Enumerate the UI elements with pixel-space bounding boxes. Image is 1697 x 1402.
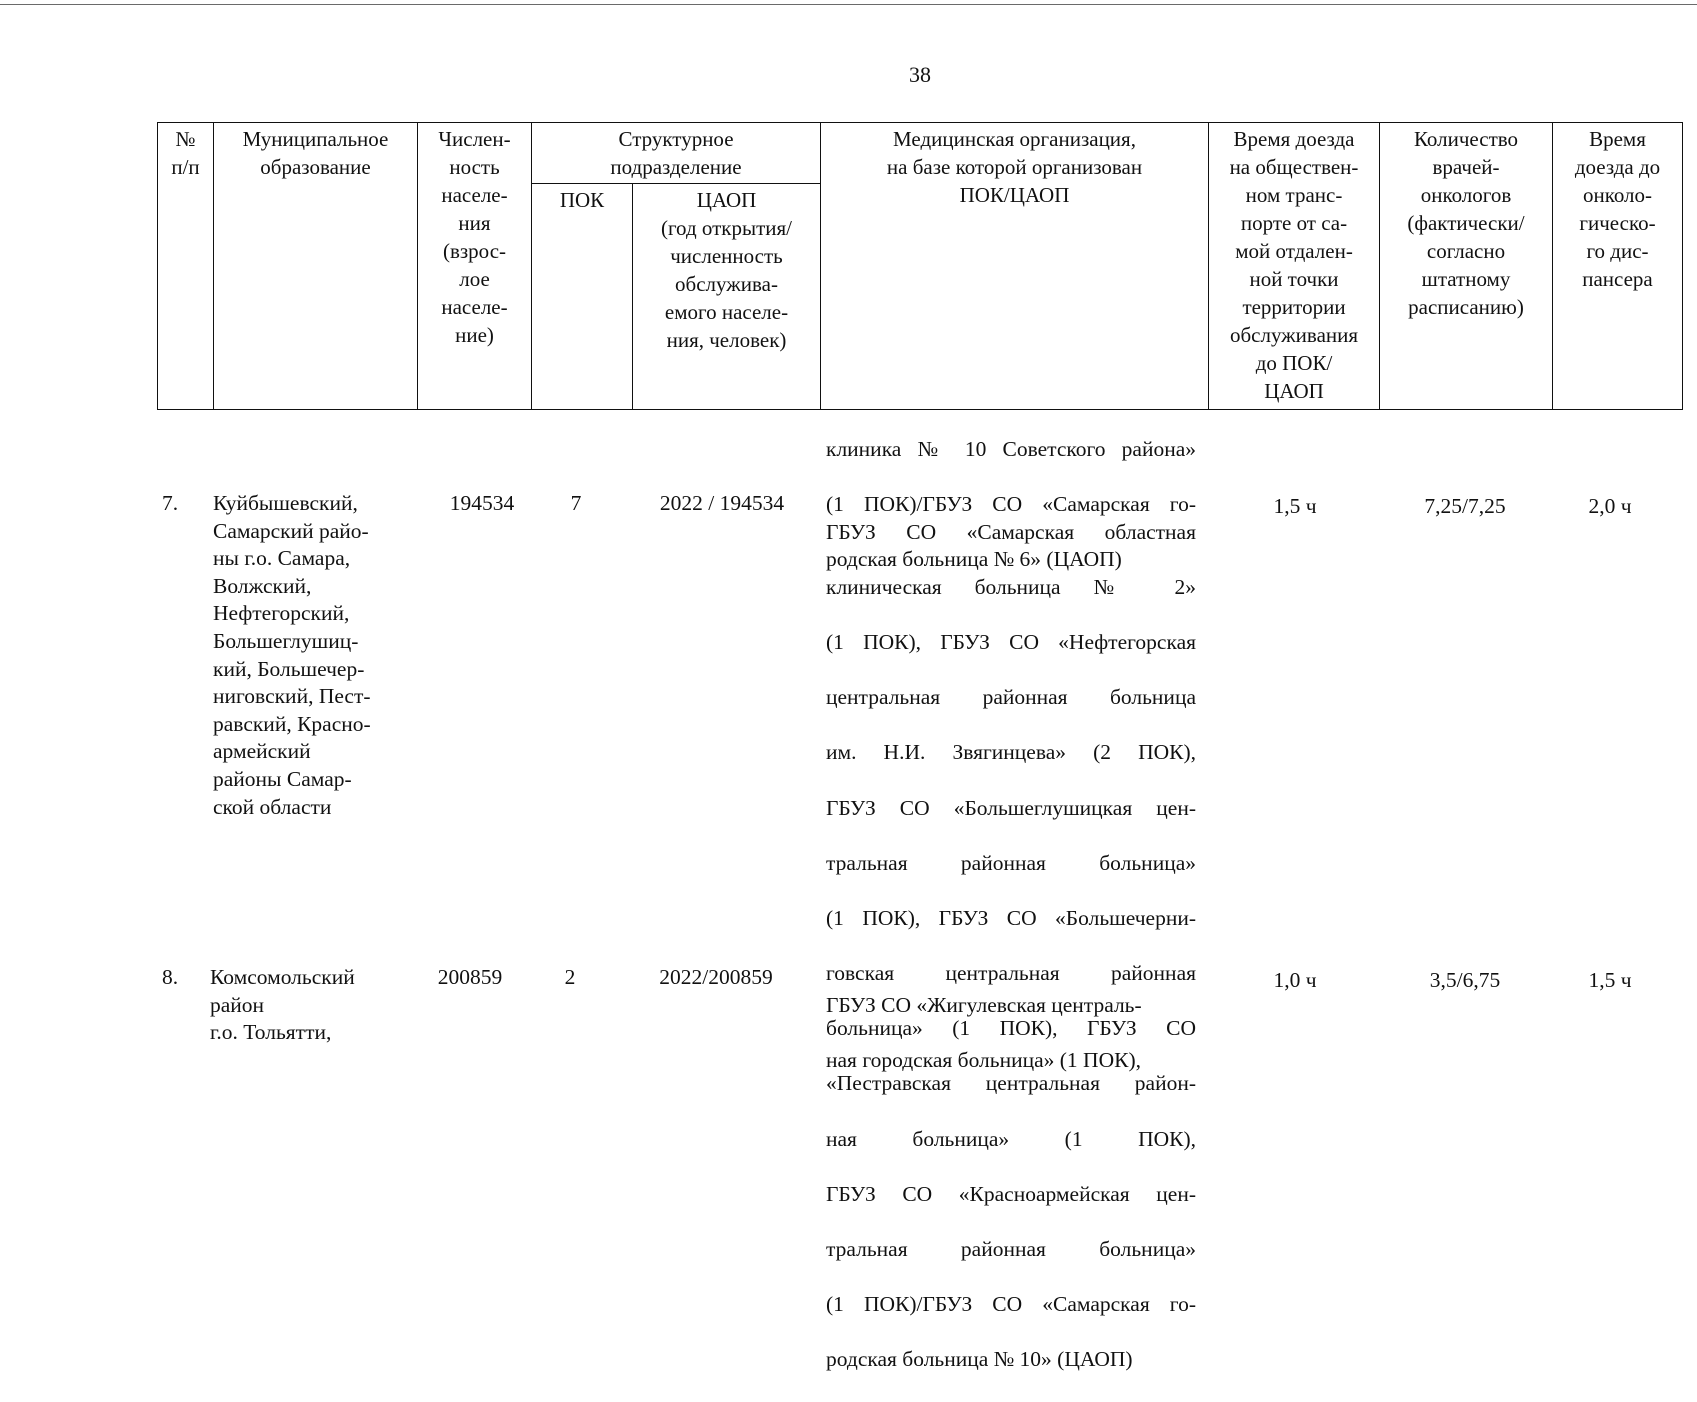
header-municipality: Муниципальное образование <box>214 123 418 410</box>
row-municipality: Куйбышевский, Самарский райо- ны г.о. Самара, Волжский, Нефтегорский, Большеглушиц- кий, Большечер- ниговский, Пест- равский, Красно- армейский районы Самар- ской области <box>213 491 371 819</box>
row-travel-time-public: 1,0 ч <box>1273 968 1317 992</box>
row-population: 200859 <box>437 965 503 989</box>
row-travel-time-dispensary: 1,5 ч <box>1588 968 1632 992</box>
header-oncologists: Количество врачей- онкологов (фактически/ согласно штатному расписанию) <box>1380 123 1553 410</box>
header-organization: Медицинская организация, на базе которой организован ПОК/ЦАОП <box>821 123 1209 410</box>
header-pok: ПОК <box>532 184 633 410</box>
header-travel-time-dispensary: Время доезда до онколо- гическо- го дис- пансера <box>1553 123 1683 410</box>
continuation-text: клиника № 10 Советского района» (1 ПОК)/ГБУЗ СО «Самарская го- родская больница № 6» (ЦАОП) <box>826 436 1196 571</box>
row-travel-time-public: 1,5 ч <box>1273 494 1317 518</box>
row-caop: 2022 / 194534 <box>659 491 785 515</box>
row-pok: 2 <box>564 965 576 989</box>
row-caop: 2022/200859 <box>659 965 773 989</box>
page-number: 38 <box>909 62 931 87</box>
row-municipality: Комсомольский район г.о. Тольятти, <box>210 965 355 1045</box>
row-number: 8. <box>162 965 179 989</box>
header-num: № п/п <box>158 123 214 410</box>
row-pok: 7 <box>570 491 582 515</box>
table-header <box>157 122 1683 410</box>
row-number: 7. <box>162 491 179 515</box>
top-rule <box>0 4 1697 5</box>
header-travel-time-public: Время доезда на обществен- ном транс- порте от са- мой отдален- ной точки территории обслуживания до ПОК/ ЦАОП <box>1209 123 1380 410</box>
row-travel-time-dispensary: 2,0 ч <box>1588 494 1632 518</box>
row-population: 194534 <box>449 491 515 515</box>
header-caop: ЦАОП (год открытия/ численность обслужива- емого населе- ния, человек) <box>633 184 821 410</box>
row-organization: ГБУЗ СО «Самарская областная клиническая больница № 2» (1 ПОК), ГБУЗ СО «Нефтегорская центральная районная больница им. Н.И. Звягинцева» (2 ПОК), ГБУЗ СО «Большеглушицкая цен- тральная районная больница» (1 ПОК), ГБУЗ СО «Большечерни- говская центральная районная больница» (1 ПОК), ГБУЗ СО «Пестравская центральная район- ная больница» (1 ПОК), ГБУЗ СО «Красноармейская цен- тральная районная больница» (1 ПОК)/ГБУЗ СО «Самарская го- родская больница № 10» (ЦАОП) <box>826 519 1196 1372</box>
header-population: Числен- ность населе- ния (взрос- лое населе- ние) <box>418 123 532 410</box>
row-oncologists: 7,25/7,25 <box>1424 494 1506 518</box>
row-organization: ГБУЗ СО «Жигулевская централь- ная городская больница» (1 ПОК), <box>826 992 1142 1072</box>
header-structural-unit: Структурное подразделение <box>532 123 821 184</box>
row-oncologists: 3,5/6,75 <box>1429 968 1501 992</box>
